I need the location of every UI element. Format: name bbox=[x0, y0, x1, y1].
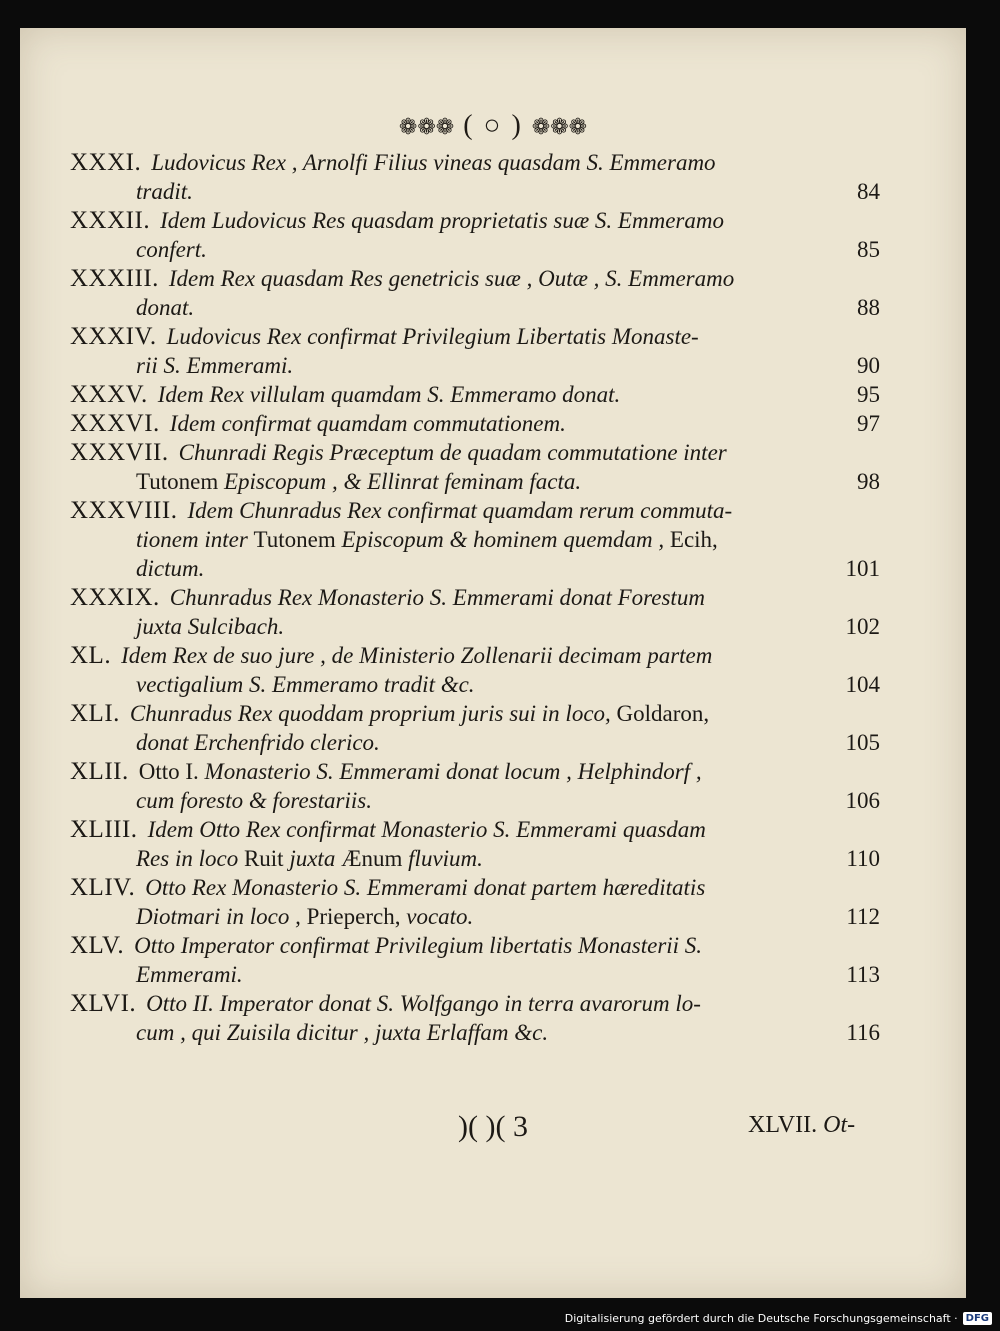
entry-text: Tutonem bbox=[136, 469, 224, 494]
entry-text: Goldaron, bbox=[616, 701, 710, 726]
entry-text: Chunradus Rex Monasterio S. Emmerami donat Forestum bbox=[169, 585, 705, 610]
entry-number: XXXII. bbox=[70, 207, 151, 234]
toc-entry-line bbox=[70, 235, 880, 264]
entry-text: vectigalium S. Emmeramo tradit &c. bbox=[136, 672, 475, 697]
toc-entry bbox=[70, 380, 880, 409]
entry-number: XL. bbox=[70, 642, 112, 669]
entry-text: Ludovicus Rex , Arnolfi Filius vineas quasdam S. Emmeramo bbox=[151, 150, 716, 175]
toc-entry-line bbox=[70, 380, 880, 409]
page-number: 101 bbox=[845, 556, 880, 581]
toc-entry-line bbox=[70, 525, 880, 554]
entry-text: vocato. bbox=[406, 904, 474, 929]
entry-text: Res in loco bbox=[136, 846, 244, 871]
page-number: 110 bbox=[846, 846, 880, 871]
toc-entry-line bbox=[70, 409, 880, 438]
entry-text: Episcopum & hominem quemdam , bbox=[341, 527, 670, 552]
entry-number: XXXV. bbox=[70, 381, 148, 408]
entry-text: Otto Imperator confirmat Privilegium libertatis Monasterii S. bbox=[134, 933, 703, 958]
toc-entry bbox=[70, 148, 880, 206]
entry-text: Prieperch, bbox=[306, 904, 407, 929]
page-number: 95 bbox=[857, 382, 880, 407]
entry-number: XLII. bbox=[70, 758, 129, 785]
entry-text: Idem Otto Rex confirmat Monasterio S. Emmerami quasdam bbox=[147, 817, 706, 842]
toc-entry-line bbox=[70, 177, 880, 206]
entry-text: Chunradi Regis Præceptum de quadam commutatione inter bbox=[178, 440, 727, 465]
toc-entry-line bbox=[70, 1018, 880, 1047]
toc-entry-line bbox=[70, 815, 880, 844]
page-number: 97 bbox=[857, 411, 880, 436]
ornament-left: ❁❁❁ bbox=[398, 114, 455, 139]
toc-entry bbox=[70, 438, 880, 496]
entry-text: Idem Ludovicus Res quasdam proprietatis suæ S. Emmeramo bbox=[160, 208, 724, 233]
toc-entry-line bbox=[70, 264, 880, 293]
toc-entry-line bbox=[70, 699, 880, 728]
toc-entry-line bbox=[70, 554, 880, 583]
page-number: 112 bbox=[846, 904, 880, 929]
entry-text: juxta Sulcibach. bbox=[136, 614, 285, 639]
toc-entry-line bbox=[70, 989, 880, 1018]
toc-entry-line bbox=[70, 322, 880, 351]
page-number: 106 bbox=[845, 788, 880, 813]
entry-number: XLV. bbox=[70, 932, 125, 959]
entry-text: Monasterio S. Emmerami donat locum , Helphindorf , bbox=[204, 759, 702, 784]
page-number: 104 bbox=[845, 672, 880, 697]
toc-entry-line bbox=[70, 757, 880, 786]
entry-number: XLVI. bbox=[70, 990, 137, 1017]
toc-entry-line bbox=[70, 786, 880, 815]
toc-entry-line bbox=[70, 931, 880, 960]
digitization-credit bbox=[565, 1312, 992, 1325]
toc-entry-line bbox=[70, 641, 880, 670]
entry-text: tradit. bbox=[136, 179, 193, 204]
entry-text: Ænum bbox=[341, 846, 409, 871]
entry-text: donat. bbox=[136, 295, 195, 320]
toc-entry-line bbox=[70, 496, 880, 525]
toc-entry-line bbox=[70, 467, 880, 496]
page-number: 102 bbox=[845, 614, 880, 639]
toc-entry-line bbox=[70, 844, 880, 873]
entry-number: XXXIII. bbox=[70, 265, 159, 292]
entry-number: XXXVIII. bbox=[70, 497, 178, 524]
toc-entry-line bbox=[70, 902, 880, 931]
page-number: 84 bbox=[857, 179, 880, 204]
toc-entry-line bbox=[70, 206, 880, 235]
page-number: 85 bbox=[857, 237, 880, 262]
entry-text: Otto Rex Monasterio S. Emmerami donat partem hæreditatis bbox=[145, 875, 706, 900]
entry-text: Chunradus Rex quoddam proprium juris sui in loco, bbox=[129, 701, 617, 726]
toc-entry bbox=[70, 989, 880, 1047]
toc-entry bbox=[70, 873, 880, 931]
entry-text: Ludovicus Rex confirmat Privilegium Libertatis Monaste- bbox=[166, 324, 699, 349]
header-text: ( ○ ) bbox=[463, 110, 523, 141]
entry-text: Idem Rex quasdam Res genetricis suæ , Outæ , S. Emmeramo bbox=[168, 266, 735, 291]
entry-text: Emmerami. bbox=[136, 962, 243, 987]
entry-text: juxta bbox=[289, 846, 342, 871]
entry-number: XXXI. bbox=[70, 149, 142, 176]
toc-entry-line bbox=[70, 728, 880, 757]
toc-entry-line bbox=[70, 583, 880, 612]
toc-entry bbox=[70, 931, 880, 989]
entry-number: XLIII. bbox=[70, 816, 138, 843]
entry-text: cum , qui Zuisila dicitur , juxta Erlaffam &c. bbox=[136, 1020, 549, 1045]
toc-entry bbox=[70, 409, 880, 438]
page-number: 116 bbox=[846, 1020, 880, 1045]
toc-entry bbox=[70, 206, 880, 264]
entry-text: fluvium. bbox=[408, 846, 483, 871]
entry-text: Episcopum , & Ellinrat feminam facta. bbox=[223, 469, 582, 494]
toc-entry-line bbox=[70, 670, 880, 699]
toc-entry bbox=[70, 496, 880, 583]
page-header bbox=[20, 110, 966, 142]
page-number: 90 bbox=[857, 353, 880, 378]
toc-entry bbox=[70, 583, 880, 641]
entry-text: Idem Chunradus Rex confirmat quamdam rerum commuta- bbox=[187, 498, 733, 523]
entry-text: Otto I. bbox=[138, 759, 205, 784]
entry-number: XXXIX. bbox=[70, 584, 160, 611]
toc-entry bbox=[70, 699, 880, 757]
entry-text: Idem confirmat quamdam commutationem. bbox=[169, 411, 566, 436]
ornament-right: ❁❁❁ bbox=[531, 114, 588, 139]
catchword: XLVII. Ot- bbox=[748, 1112, 856, 1138]
entry-number: XLI. bbox=[70, 700, 120, 727]
signature-mark: )( )( 3 bbox=[458, 1110, 528, 1143]
table-of-contents bbox=[70, 148, 880, 1047]
entry-number: XXXVI. bbox=[70, 410, 160, 437]
entry-text: dictum. bbox=[136, 556, 205, 581]
entry-text: Ruit bbox=[243, 846, 290, 871]
entry-text: Diotmari in loco , bbox=[136, 904, 307, 929]
entry-number: XXXIV. bbox=[70, 323, 157, 350]
page-number: 105 bbox=[845, 730, 880, 755]
toc-entry-line bbox=[70, 960, 880, 989]
toc-entry-line bbox=[70, 612, 880, 641]
toc-entry-line bbox=[70, 351, 880, 380]
toc-entry-line bbox=[70, 438, 880, 467]
credit-text: Digitalisierung gefördert durch die Deutsche Forschungsgemeinschaft · bbox=[564, 1312, 958, 1325]
toc-entry-line bbox=[70, 293, 880, 322]
entry-text: Idem Rex villulam quamdam S. Emmeramo donat. bbox=[157, 382, 621, 407]
toc-entry bbox=[70, 815, 880, 873]
entry-number: XXXVII. bbox=[70, 439, 169, 466]
toc-entry bbox=[70, 757, 880, 815]
entry-text: Ecih, bbox=[669, 527, 718, 552]
book-page bbox=[20, 28, 966, 1298]
entry-number: XLIV. bbox=[70, 874, 136, 901]
entry-text: Tutonem bbox=[253, 527, 342, 552]
toc-entry-line bbox=[70, 148, 880, 177]
toc-entry bbox=[70, 322, 880, 380]
entry-text: cum foresto & forestariis. bbox=[136, 788, 372, 813]
page-number: 113 bbox=[846, 962, 880, 987]
toc-entry bbox=[70, 641, 880, 699]
entry-text: tionem inter bbox=[136, 527, 254, 552]
entry-text: donat Erchenfrido clerico. bbox=[136, 730, 380, 755]
entry-text: Idem Rex de suo jure , de Ministerio Zollenarii decimam partem bbox=[121, 643, 713, 668]
entry-text: Otto II. Imperator donat S. Wolfgango in terra avarorum lo- bbox=[146, 991, 701, 1016]
dfg-logo: DFG bbox=[963, 1312, 992, 1325]
page-number: 98 bbox=[857, 469, 880, 494]
entry-text: rii S. Emmerami. bbox=[136, 353, 294, 378]
toc-entry bbox=[70, 264, 880, 322]
entry-text: confert. bbox=[136, 237, 207, 262]
toc-entry-line bbox=[70, 873, 880, 902]
page-number: 88 bbox=[857, 295, 880, 320]
